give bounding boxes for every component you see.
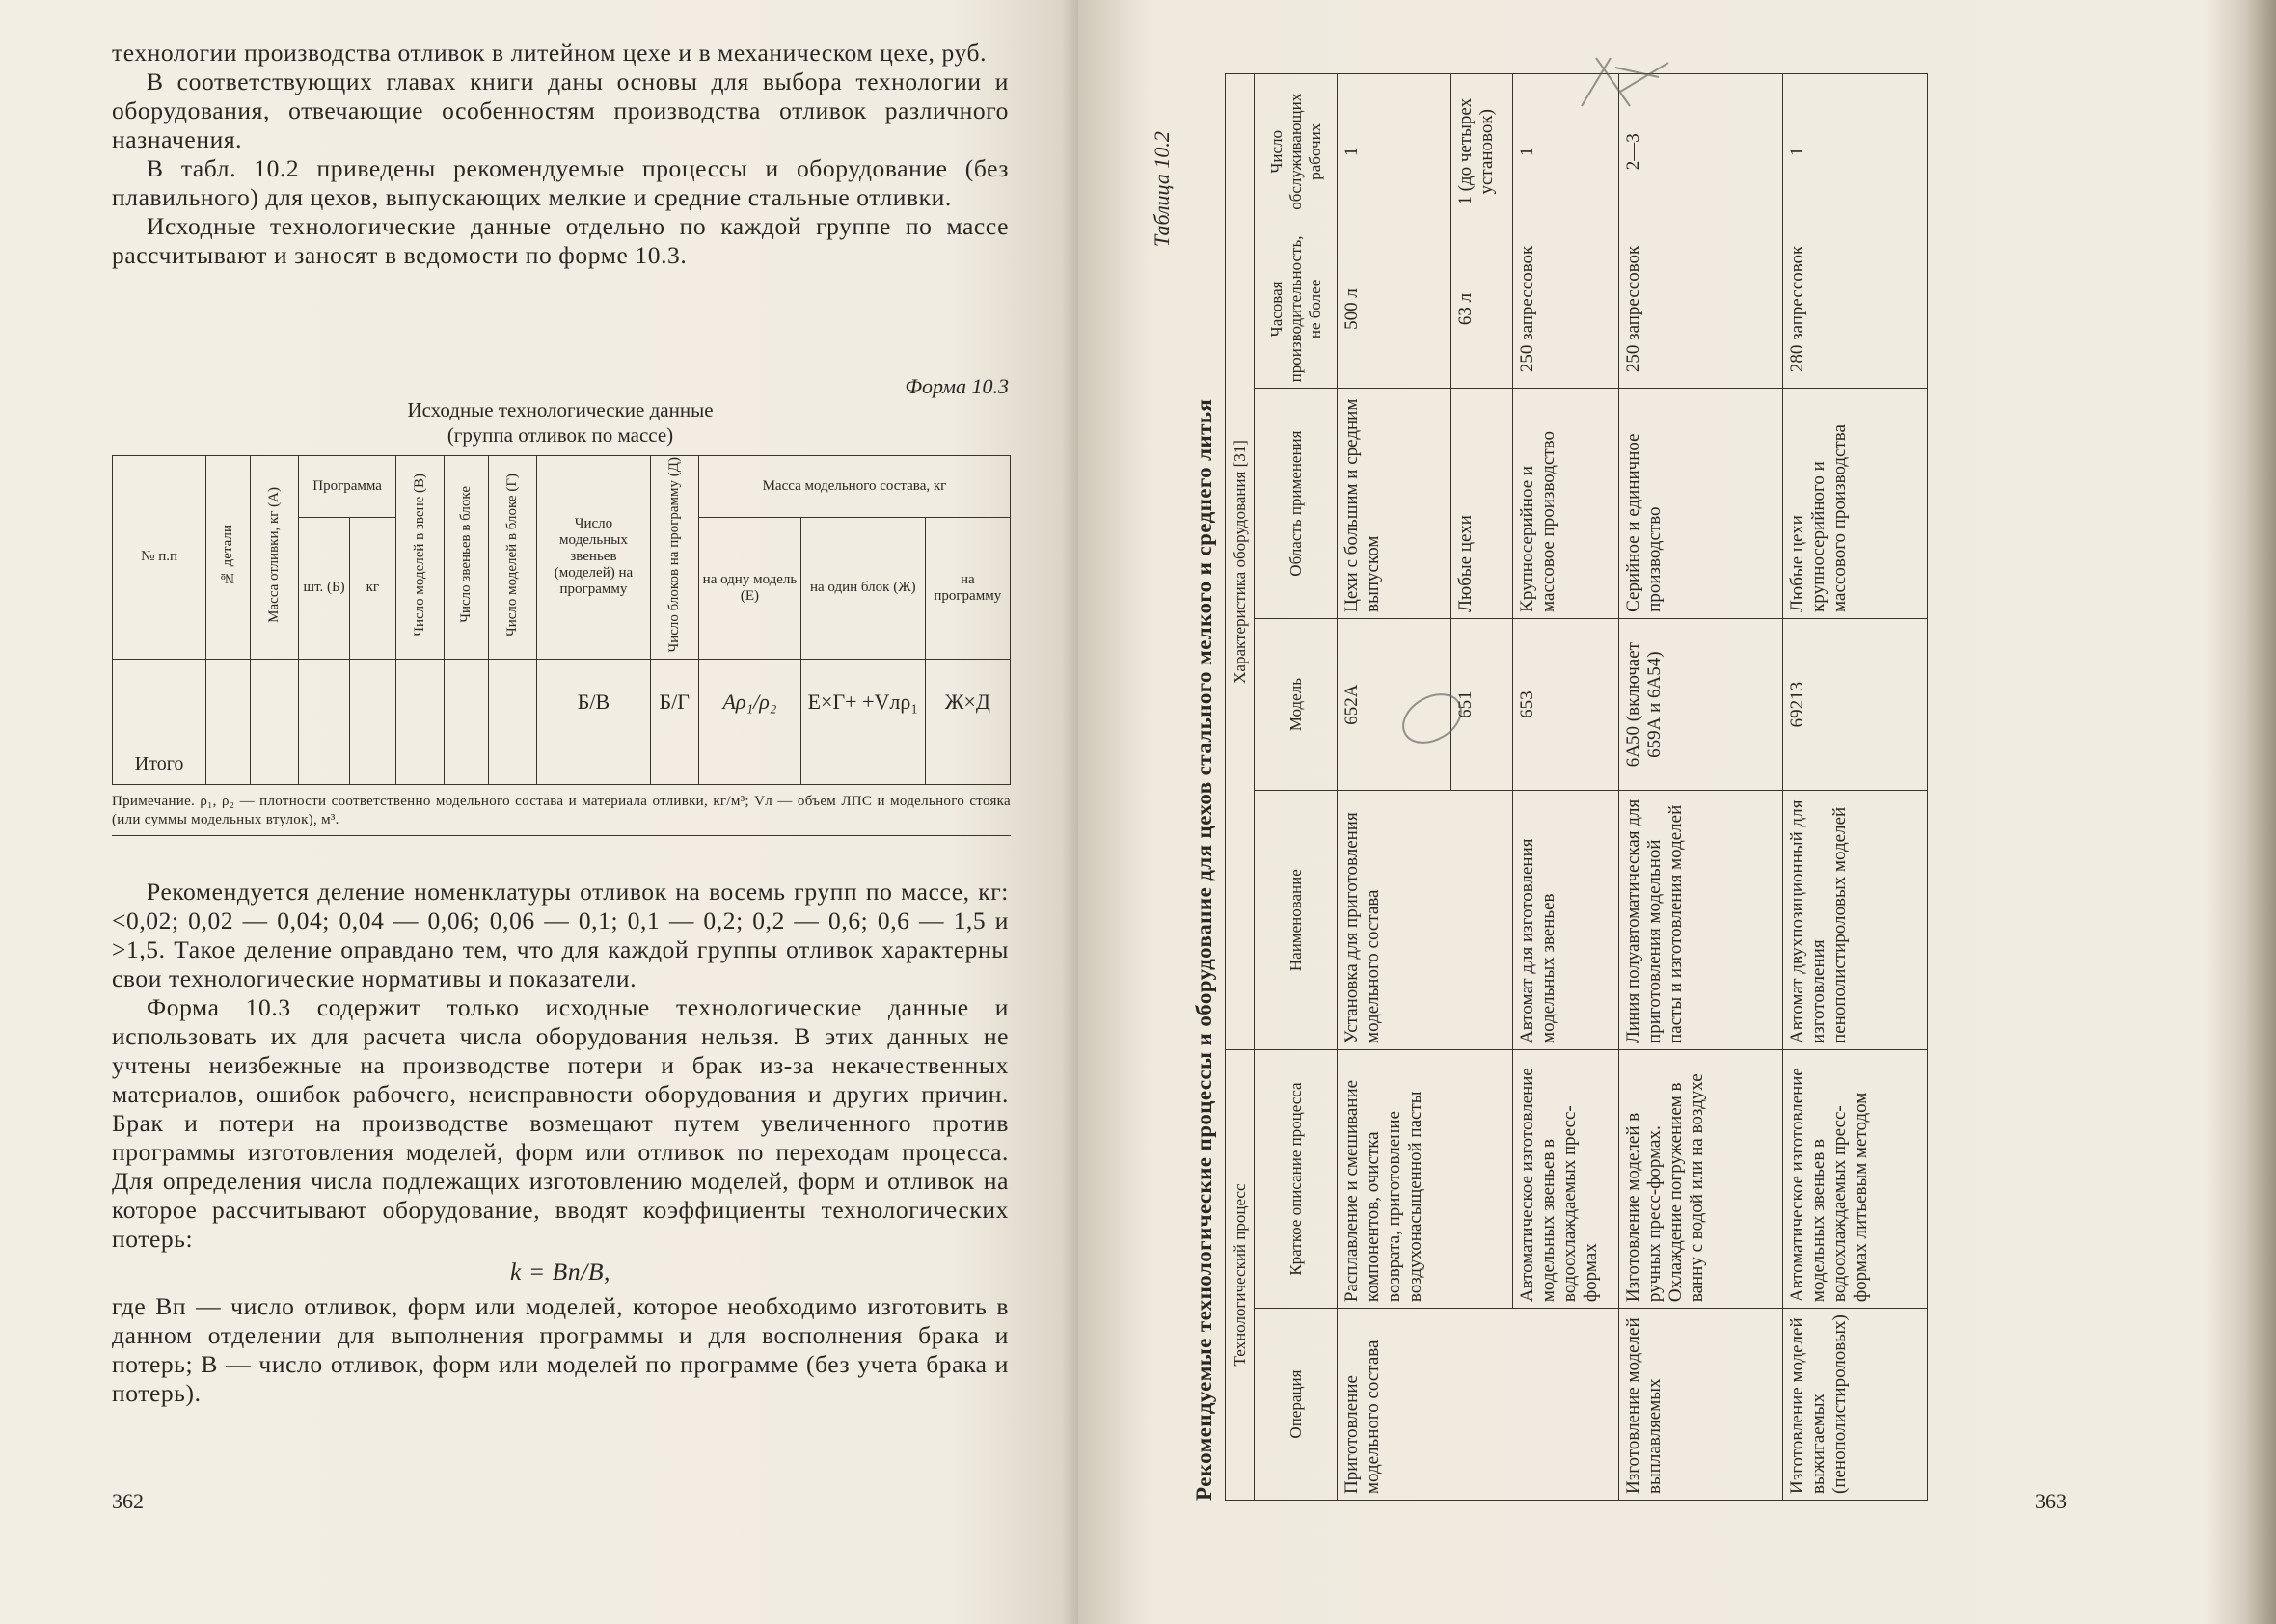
header-cell: Число модельных звеньев (моделей) на программу bbox=[537, 456, 650, 660]
paragraph: Рекомендуется деление номенклатуры отливок на восемь групп по массе, кг: <0,02; 0,02 — 0,04; 0,04 — 0,06; 0,06 — 0,1; 0,1 — 0,2; 0,2 — 0,6; 0,6 — 1,5 и >1,5. Такое деление оправдано тем, что для каждой группы отливок характерны свои технологические нормативы и показатели. bbox=[112, 878, 1009, 992]
table-cell: Изготовление моделей выжигаемых (пенополистироловых) bbox=[1783, 1309, 1928, 1501]
table-cell: Расплавление и смешивание компонентов, очистка возврата, приготовление воздухонасыщенной пасты bbox=[1338, 1049, 1513, 1308]
table-label: Таблица 10.2 bbox=[1150, 131, 1174, 247]
table-cell bbox=[349, 659, 395, 744]
table-cell bbox=[488, 744, 536, 784]
header-cell: Часовая производительность, не более bbox=[1255, 230, 1338, 389]
table-row bbox=[1338, 74, 1451, 1501]
page-number: 362 bbox=[112, 1489, 144, 1513]
table-row bbox=[1619, 74, 1783, 1501]
table-cell: Любые цехи bbox=[1451, 389, 1513, 619]
table-row bbox=[1783, 74, 1928, 1501]
text-block-body bbox=[112, 878, 1009, 1408]
table-title: Рекомендуемые технологические процессы и оборудование для цехов стального мелкого и среднего литья bbox=[1192, 398, 1216, 1501]
form-title-line-1: Исходные технологические данные bbox=[407, 398, 714, 421]
table-cell bbox=[698, 744, 800, 784]
table-cell bbox=[445, 744, 489, 784]
paragraph: В соответствующих главах книги даны основы для выбора технологии и оборудования, отвечающие особенностям производства отливок различного назначения. bbox=[112, 68, 1009, 153]
pencil-mark-icon bbox=[1389, 675, 1476, 762]
table-cell bbox=[251, 744, 299, 784]
table-cell: Автоматическое изготовление модельных звеньев в водоохлаждаемых пресс-формах bbox=[1513, 1049, 1619, 1308]
table-cell bbox=[801, 744, 926, 784]
table-cell: 653 bbox=[1513, 618, 1619, 791]
paragraph: где Вп — число отливок, форм или моделей, которое необходимо изготовить в данном отделении для выполнения программы и для восполнения брака и потерь; В — число отливок, форм или моделей по программе (без учета брака и потерь). bbox=[112, 1292, 1009, 1407]
left-page bbox=[0, 0, 1078, 1624]
table-cell bbox=[299, 744, 350, 784]
page-number: 363 bbox=[2035, 1489, 2067, 1513]
table-cell: Автомат двухпозиционный для изготовления пенополистироловых моделей bbox=[1783, 791, 1928, 1050]
formula-cell: Б/Г bbox=[650, 659, 698, 744]
formula: k = Вп/В, bbox=[509, 1258, 611, 1286]
divider bbox=[112, 835, 1011, 836]
table-cell bbox=[206, 744, 251, 784]
table-cell bbox=[299, 659, 350, 744]
pencil-mark-icon bbox=[1572, 48, 1688, 125]
table-cell: Цехи с большим и средним выпуском bbox=[1338, 389, 1451, 619]
header-cell: на одну модель (Е) bbox=[698, 517, 800, 659]
paragraph: В табл. 10.2 приведены рекомендуемые процессы и оборудование (без плавильного) для цехов, выпускающих мелкие и средние стальные отливки. bbox=[112, 154, 1009, 211]
table-cell: 1 bbox=[1338, 74, 1451, 230]
header-cell: Число моделей в звене (В) bbox=[395, 456, 444, 660]
table-cell bbox=[925, 744, 1010, 784]
header-cell: Краткое описание процесса bbox=[1255, 1049, 1338, 1308]
table-cell bbox=[445, 659, 489, 744]
table-row bbox=[1513, 74, 1619, 1501]
table-cell: 500 л bbox=[1338, 230, 1451, 389]
table-cell: 280 запрессовок bbox=[1783, 230, 1928, 389]
table-cell: 1 (до четырех установок) bbox=[1451, 74, 1513, 230]
header-cell: Число звеньев в блоке bbox=[445, 456, 489, 660]
formula-cell: Ж×Д bbox=[925, 659, 1010, 744]
header-cell: Число моделей в блоке (Г) bbox=[488, 456, 536, 660]
header-cell: Операция bbox=[1255, 1309, 1338, 1501]
table-10-2-rotated bbox=[1150, 73, 2060, 1501]
header-cell: Модель bbox=[1255, 618, 1338, 791]
header-cell: кг bbox=[349, 517, 395, 659]
table-cell: Автоматическое изготовление модельных звеньев в водоохлаждаемых пресс-формах литьевым методом bbox=[1783, 1049, 1928, 1308]
table-cell bbox=[650, 744, 698, 784]
table-cell: Крупносерийное и массовое производство bbox=[1513, 389, 1619, 619]
form-10-3-table bbox=[112, 455, 1011, 785]
form-title-line-2: (группа отливок по массе) bbox=[447, 423, 674, 447]
header-cell: № п.п bbox=[113, 456, 206, 660]
table-cell: Серийное и единичное производство bbox=[1619, 389, 1783, 619]
table-cell bbox=[537, 744, 650, 784]
table-cell: 1 bbox=[1513, 74, 1619, 230]
table-cell: 69213 bbox=[1783, 618, 1928, 791]
table-cell bbox=[113, 659, 206, 744]
formula-cell: Б/В bbox=[537, 659, 650, 744]
header-cell: Область применения bbox=[1255, 389, 1338, 619]
table-10-2 bbox=[1225, 73, 1928, 1501]
table-cell bbox=[395, 659, 444, 744]
header-cell: шт. (Б) bbox=[299, 517, 350, 659]
table-cell: Линия полуавтоматическая для приготовления модельной пасты и изготовления моделей bbox=[1619, 791, 1783, 1050]
table-cell bbox=[488, 659, 536, 744]
total-cell: Итого bbox=[113, 744, 206, 784]
paragraph: технологии производства отливок в литейном цехе и в механическом цехе, руб. bbox=[112, 39, 988, 67]
table-cell: 1 bbox=[1783, 74, 1928, 230]
formula-cell: Е×Г+ +Vлρ₁ bbox=[801, 659, 926, 744]
text-block-intro bbox=[112, 39, 1009, 270]
header-cell: на один блок (Ж) bbox=[801, 517, 926, 659]
page-edge bbox=[2247, 0, 2276, 1624]
table-cell: Любые цехи крупносерийного и массового производства bbox=[1783, 389, 1928, 619]
table-cell: 250 запрессовок bbox=[1513, 230, 1619, 389]
table-cell: Приготовление модельного состава bbox=[1338, 1309, 1619, 1501]
formula-cell: Aρ₁/ρ₂ bbox=[698, 659, 800, 744]
table-cell bbox=[206, 659, 251, 744]
header-cell: Масса отливки, кг (А) bbox=[251, 456, 299, 660]
table-cell bbox=[251, 659, 299, 744]
form-title bbox=[112, 397, 1009, 447]
header-cell: на программу bbox=[925, 517, 1010, 659]
table-cell: Установка для приготовления модельного состава bbox=[1338, 791, 1513, 1050]
table-cell: 6А50 (включает 659А и 6А54) bbox=[1619, 618, 1783, 791]
paragraph: Форма 10.3 содержит только исходные технологические данные и использовать их для расчета числа оборудования нельзя. В этих данных не учтены неизбежные на производстве потери и брак из-за некачественных материалов, ошибок рабочего, неисправности оборудования и других причин. Брак и потери на производстве возмещают путем увеличенного против программы изготовления моделей, форм или отливок по переходам процесса. Для определения числа подлежащих изготовлению моделей, форм и отливок на которое рассчитывают оборудование, вводят коэффициенты технологических потерь: bbox=[112, 993, 1009, 1253]
table-cell: Изготовление моделей выплавляемых bbox=[1619, 1309, 1783, 1501]
form-label: Форма 10.3 bbox=[905, 374, 1009, 398]
header-cell: Программа bbox=[299, 456, 396, 518]
table-cell: 250 запрессовок bbox=[1619, 230, 1783, 389]
table-cell: 63 л bbox=[1451, 230, 1513, 389]
header-cell: Масса модельного состава, кг bbox=[698, 456, 1010, 518]
table-cell: Изготовление моделей в ручных пресс-формах. Охлаждение погружением в ванну с водой или на воздухе bbox=[1619, 1049, 1783, 1308]
table-cell: 2—3 bbox=[1619, 74, 1783, 230]
table-cell bbox=[349, 744, 395, 784]
table-cell: 652А bbox=[1338, 618, 1451, 791]
header-cell: Технологический процесс bbox=[1226, 1049, 1255, 1500]
table-cell bbox=[395, 744, 444, 784]
header-cell: Наименование bbox=[1255, 791, 1338, 1050]
header-cell: № детали bbox=[206, 456, 251, 660]
table-note: Примечание. ρ₁, ρ₂ — плотности соответственно модельного состава и материала отливки, кг/м³; Vл — объем ЛПС и модельного стояка (или суммы модельных втулок), м³. bbox=[112, 794, 1011, 827]
header-cell: Характеристика оборудования [31] bbox=[1226, 74, 1255, 1050]
table-cell: 651 bbox=[1451, 618, 1513, 791]
header-cell: Число блоков на программу (Д) bbox=[650, 456, 698, 660]
table-cell: Автомат для изготовления модельных звеньев bbox=[1513, 791, 1619, 1050]
paragraph: Исходные технологические данные отдельно по каждой группе по массе рассчитывают и заносят в ведомости по форме 10.3. bbox=[112, 212, 1009, 269]
header-cell: Число обслуживающих рабочих bbox=[1255, 74, 1338, 230]
